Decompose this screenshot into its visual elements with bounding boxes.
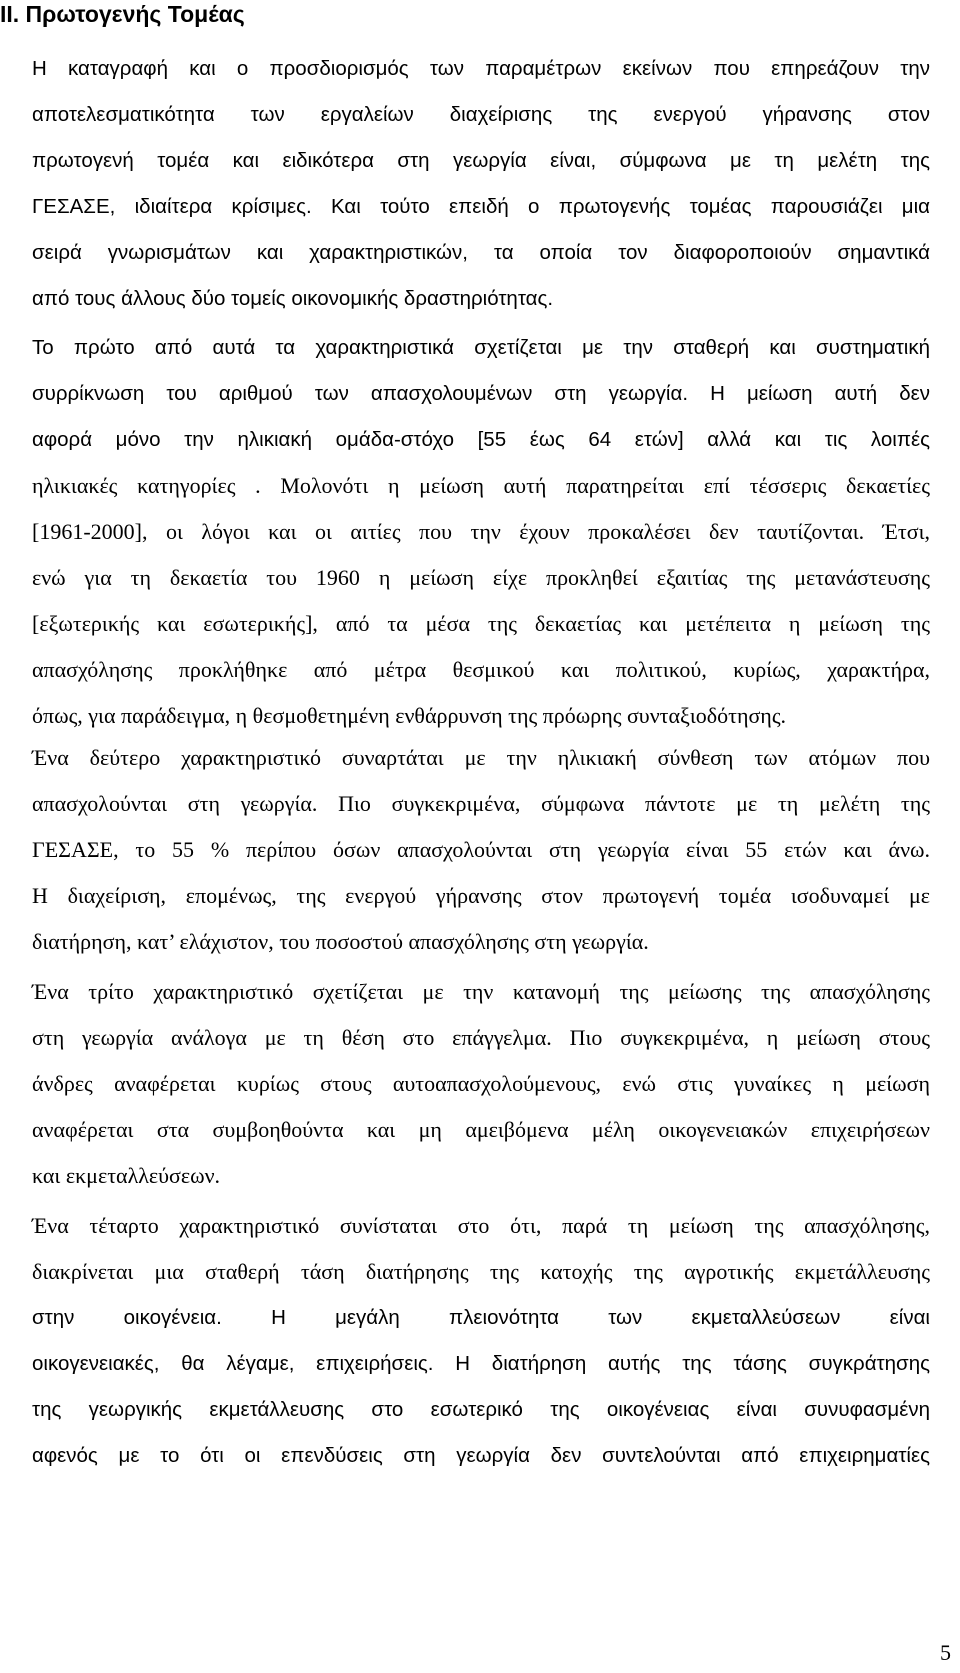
paragraph-line: Ένα δεύτερο χαρακτηριστικό συναρτάται με την ηλικιακή σύνθεση των ατόμων που <box>32 745 930 770</box>
paragraph-line: ηλικιακές κατηγορίες . Μολονότι η μείωση αυτή παρατηρείται επί τέσσερις δεκαετίες <box>32 473 930 498</box>
paragraph-1 <box>32 46 930 322</box>
paragraph-line: διακρίνεται μια σταθερή τάση διατήρησης της κατοχής της αγροτικής εκμετάλλευσης <box>32 1259 930 1284</box>
paragraph-line: ενώ για τη δεκαετία του 1960 η μείωση είχε προκληθεί εξαιτίας της μετανάστευσης <box>32 565 930 590</box>
paragraph-line: όπως, για παράδειγμα, η θεσμοθετημένη ενθάρρυνση της πρόωρης συνταξιοδότησης. <box>32 703 787 728</box>
paragraph-line: στην οικογένεια. Η μεγάλη πλειονότητα των εκμεταλλεύσεων είναι <box>32 1306 930 1329</box>
paragraph-line: αφορά μόνο την ηλικιακή ομάδα-στόχο [55 έως 64 ετών] αλλά και τις λοιπές <box>32 428 930 451</box>
paragraph-line: διατήρηση, κατ’ ελάχιστον, του ποσοστού απασχόλησης στη γεωργία. <box>32 929 649 954</box>
paragraph-line: σειρά γνωρισμάτων και χαρακτηριστικών, τα οποία τον διαφοροποιούν σημαντικά <box>32 241 930 264</box>
paragraph-line: συρρίκνωση του αριθμού των απασχολουμένων στη γεωργία. Η μείωση αυτή δεν <box>32 382 930 405</box>
paragraph-line: [εξωτερικής και εσωτερικής], από τα μέσα της δεκαετίας και μετέπειτα η μείωση της <box>32 611 930 636</box>
paragraph-line: οικογενειακές, θα λέγαμε, επιχειρήσεις. Η διατήρηση αυτής της τάσης συγκράτησης <box>32 1352 930 1375</box>
paragraph-line: αποτελεσματικότητα των εργαλείων διαχείρισης της ενεργού γήρανσης στον <box>32 103 930 126</box>
paragraph-line: απασχολούνται στη γεωργία. Πιο συγκεκριμένα, σύμφωνα πάντοτε με τη μελέτη της <box>32 791 930 816</box>
paragraph-line: στη γεωργία ανάλογα με τη θέση στο επάγγελμα. Πιο συγκεκριμένα, η μείωση στους <box>32 1025 930 1050</box>
paragraph-line: και εκμεταλλεύσεων. <box>32 1163 221 1188</box>
paragraph-line: αναφέρεται στα συμβοηθούντα και μη αμειβόμενα μέλη οικογενειακών επιχειρήσεων <box>32 1117 930 1142</box>
paragraph-line: [1961-2000], οι λόγοι και οι αιτίες που την έχουν προκαλέσει δεν ταυτίζονται. Έτσι, <box>32 519 930 544</box>
paragraph-line: της γεωργικής εκμετάλλευσης στο εσωτερικό της οικογένειας είναι συνυφασμένη <box>32 1398 930 1421</box>
paragraph-line: απασχόλησης προκλήθηκε από μέτρα θεσμικού και πολιτικού, κυρίως, χαρακτήρα, <box>32 657 930 682</box>
paragraph-line: ΓΕΣΑΣΕ, ιδιαίτερα κρίσιμες. Και τούτο επειδή ο πρωτογενής τομέας παρουσιάζει μια <box>32 195 930 218</box>
paragraph-line: Το πρώτο από αυτά τα χαρακτηριστικά σχετίζεται με την σταθερή και συστηματική <box>32 336 930 359</box>
paragraph-5 <box>32 1203 930 1479</box>
paragraph-line: πρωτογενή τομέα και ειδικότερα στη γεωργία είναι, σύμφωνα με τη μελέτη της <box>32 149 930 172</box>
paragraph-line: Η διαχείριση, επομένως, της ενεργού γήρανσης στον πρωτογενή τομέα ισοδυναμεί με <box>32 883 930 908</box>
paragraph-line: από τους άλλους δύο τομείς οικονομικής δραστηριότητας. <box>32 287 554 310</box>
paragraph-line: Η καταγραφή και ο προσδιορισμός των παραμέτρων εκείνων που επηρεάζουν την <box>32 57 930 80</box>
paragraph-line: αφενός με το ότι οι επενδύσεις στη γεωργία δεν συντελούνται από επιχειρηματίες <box>32 1444 930 1467</box>
paragraph-2 <box>32 325 930 739</box>
paragraph-line: άνδρες αναφέρεται κυρίως στους αυτοαπασχολούμενους, ενώ στις γυναίκες η μείωση <box>32 1071 930 1096</box>
paragraph-line: Ένα τέταρτο χαρακτηριστικό συνίσταται στο ότι, παρά τη μείωση της απασχόλησης, <box>32 1213 930 1238</box>
page-number: 5 <box>940 1640 951 1665</box>
paragraph-4 <box>32 969 930 1199</box>
section-heading: II. Πρωτογενής Τομέας <box>0 1 245 27</box>
paragraph-3 <box>32 735 930 965</box>
paragraph-line: Ένα τρίτο χαρακτηριστικό σχετίζεται με την κατανομή της μείωσης της απασχόλησης <box>32 979 930 1004</box>
paragraph-line: ΓΕΣΑΣΕ, το 55 % περίπου όσων απασχολούνται στη γεωργία είναι 55 ετών και άνω. <box>32 837 930 862</box>
